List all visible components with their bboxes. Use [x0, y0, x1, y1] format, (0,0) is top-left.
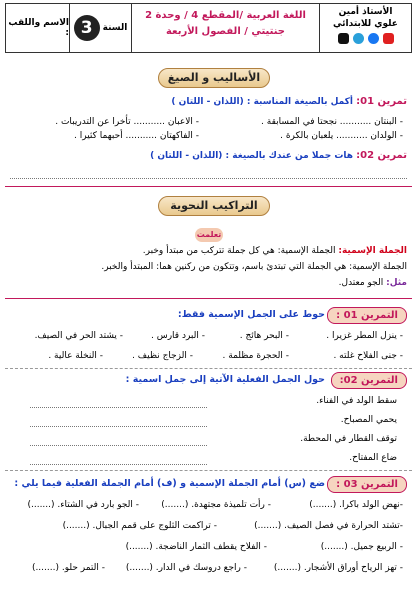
subject-cell — [131, 4, 319, 52]
exercise-instruction-2: هات جملا من عندك بالصيغة : (اللذان - اللتان ) — [150, 151, 353, 161]
teacher-level: علوي للابتدائي — [333, 19, 398, 29]
exercise-title-3: ضع (س) أمام الجملة الإسمية و (ف) أمام الجملة الفعلية فيما يلي : — [14, 478, 325, 489]
rule-text: الجملة الإسمية: هي كل جملة تتركب من مبتدأ وخبر. — [142, 246, 339, 256]
section-ribbon-styles — [158, 68, 270, 88]
year-number-badge: 3 — [74, 15, 100, 41]
exercise1-item-d: - الفاكهتان ........... أحبهما كثيرا . — [74, 131, 199, 141]
exercise-label-2: تمرين 02: — [356, 150, 407, 161]
rule-title: الجملة الإسمية: — [338, 246, 407, 256]
name-cell — [6, 4, 69, 52]
ex1-row2-item2[interactable]: - الحجرة مظلمة . — [222, 351, 289, 361]
exercise1-item-a: - البنتان ........... نجحتا في المسابقة . — [261, 117, 403, 127]
section-ribbon-grammar — [158, 196, 270, 216]
divider — [5, 186, 412, 187]
ex3-row3-item2[interactable]: - الفلاح يقطف الثمار الناضجة. (.......) — [125, 542, 267, 552]
ex3-row2-item1[interactable]: -تشتد الحرارة في فصل الصيف. (.......) — [254, 521, 403, 531]
ex3-row1-item1[interactable]: -نهض الولد باكرا. (.......) — [309, 500, 403, 510]
answer-line[interactable] — [30, 426, 207, 427]
exercise-title-2: حول الجمل الفعلية الآتية إلى جمل اسمية : — [125, 374, 325, 385]
rule-line-2: الجملة الإسمية: هي الجملة التي تبتدئ باسم، وتتكون من ركنين هما: المبتدأ والخبر. — [101, 262, 407, 272]
ex3-row4-item1[interactable]: - تهز الرياح أوراق الأشجار. (.......) — [273, 563, 403, 573]
name-label: الاسم واللقب : — [8, 18, 69, 38]
rule-line-1 — [143, 246, 407, 256]
divider — [5, 368, 412, 369]
exercise-tag-2: التمرين 02: — [331, 372, 407, 389]
year-label: السنة — [102, 23, 128, 33]
example-label: مثل: — [386, 278, 407, 288]
ex1-row2-item1[interactable]: - جنى الفلاح غلته . — [333, 351, 403, 361]
ex1-row1-item1[interactable]: - ينزل المطر غزيرا . — [326, 331, 403, 341]
divider — [5, 298, 412, 299]
example-text: الجو معتدل. — [338, 278, 387, 288]
exercise-tag-1: التمرين 01 : — [327, 307, 407, 324]
ex1-row2-item3[interactable]: - الزجاج نظيف . — [132, 351, 193, 361]
ex1-row1-item4[interactable]: - يشتد الحر في الصيف. — [34, 331, 123, 341]
ex1-row1-item2[interactable]: - البحر هائج . — [239, 331, 289, 341]
header-table — [5, 3, 412, 53]
ex3-row1-item3[interactable]: - الجو بارد في الشتاء. (.......) — [27, 500, 139, 510]
telegram-icon[interactable] — [353, 33, 364, 44]
exercise1-item-c: - الولدان ........... يلعبان بالكرة . — [280, 131, 403, 141]
rule-example — [339, 278, 407, 288]
tiktok-icon[interactable] — [338, 33, 349, 44]
year-cell — [69, 4, 131, 52]
divider — [5, 470, 412, 471]
ex3-row1-item2[interactable]: - رأت تلميذة مجتهدة. (.......) — [161, 500, 271, 510]
ex3-row3-item1[interactable]: - الربيع جميل. (.......) — [320, 542, 403, 552]
ribbon-title: الأساليب و الصيغ — [167, 71, 261, 84]
ex3-row2-item2[interactable]: - تراكمت الثلوج على قمم الجبال. (.......) — [62, 521, 217, 531]
answer-line[interactable] — [30, 445, 207, 446]
facebook-icon[interactable] — [368, 33, 379, 44]
exercise-title-1: حوط على الجمل الإسمية فقط: — [177, 309, 325, 320]
ex2-item-1: سقط الولد في الفناء. — [316, 396, 397, 406]
learned-tag: تعلمت — [195, 228, 223, 242]
exercise-instruction-1: أكمل بالصيغة المناسبة : (اللذان - اللتان ) — [171, 97, 353, 107]
ex2-item-4: ضاع المفتاح. — [349, 453, 397, 463]
exercise-label-1: تمرين 01: — [356, 96, 407, 107]
subject-line1: اللغة العربية /المقطع 4 / وحدة 2 — [145, 10, 306, 21]
teacher-name: الأستاذ أمين — [338, 7, 393, 17]
ex1-row2-item4[interactable]: - النخلة عالية . — [48, 351, 103, 361]
social-icons — [320, 33, 411, 44]
ex3-row4-item2[interactable]: - راجع دروسك في الدار. (.......) — [125, 563, 247, 573]
ex2-item-2: يحمي المصباح. — [340, 415, 397, 425]
ex1-row1-item3[interactable]: - البرد قارس . — [151, 331, 205, 341]
answer-line[interactable] — [10, 178, 407, 179]
exercise-tag-3: التمرين 03 : — [327, 476, 407, 493]
ribbon-title: التراكيب النحوية — [170, 199, 258, 212]
teacher-cell — [319, 4, 411, 52]
ex3-row4-item3[interactable]: - التمر حلو. (.......) — [31, 563, 105, 573]
ex2-item-3: توقف القطار في المحطة. — [300, 434, 397, 444]
exercise1-item-b: - الاعبان ........... تأخرا عن التدريبات . — [55, 117, 199, 127]
youtube-icon[interactable] — [383, 33, 394, 44]
answer-line[interactable] — [30, 464, 207, 465]
answer-line[interactable] — [30, 407, 207, 408]
subject-line2: جنتيتي / الفصول الأربعة — [165, 26, 286, 37]
